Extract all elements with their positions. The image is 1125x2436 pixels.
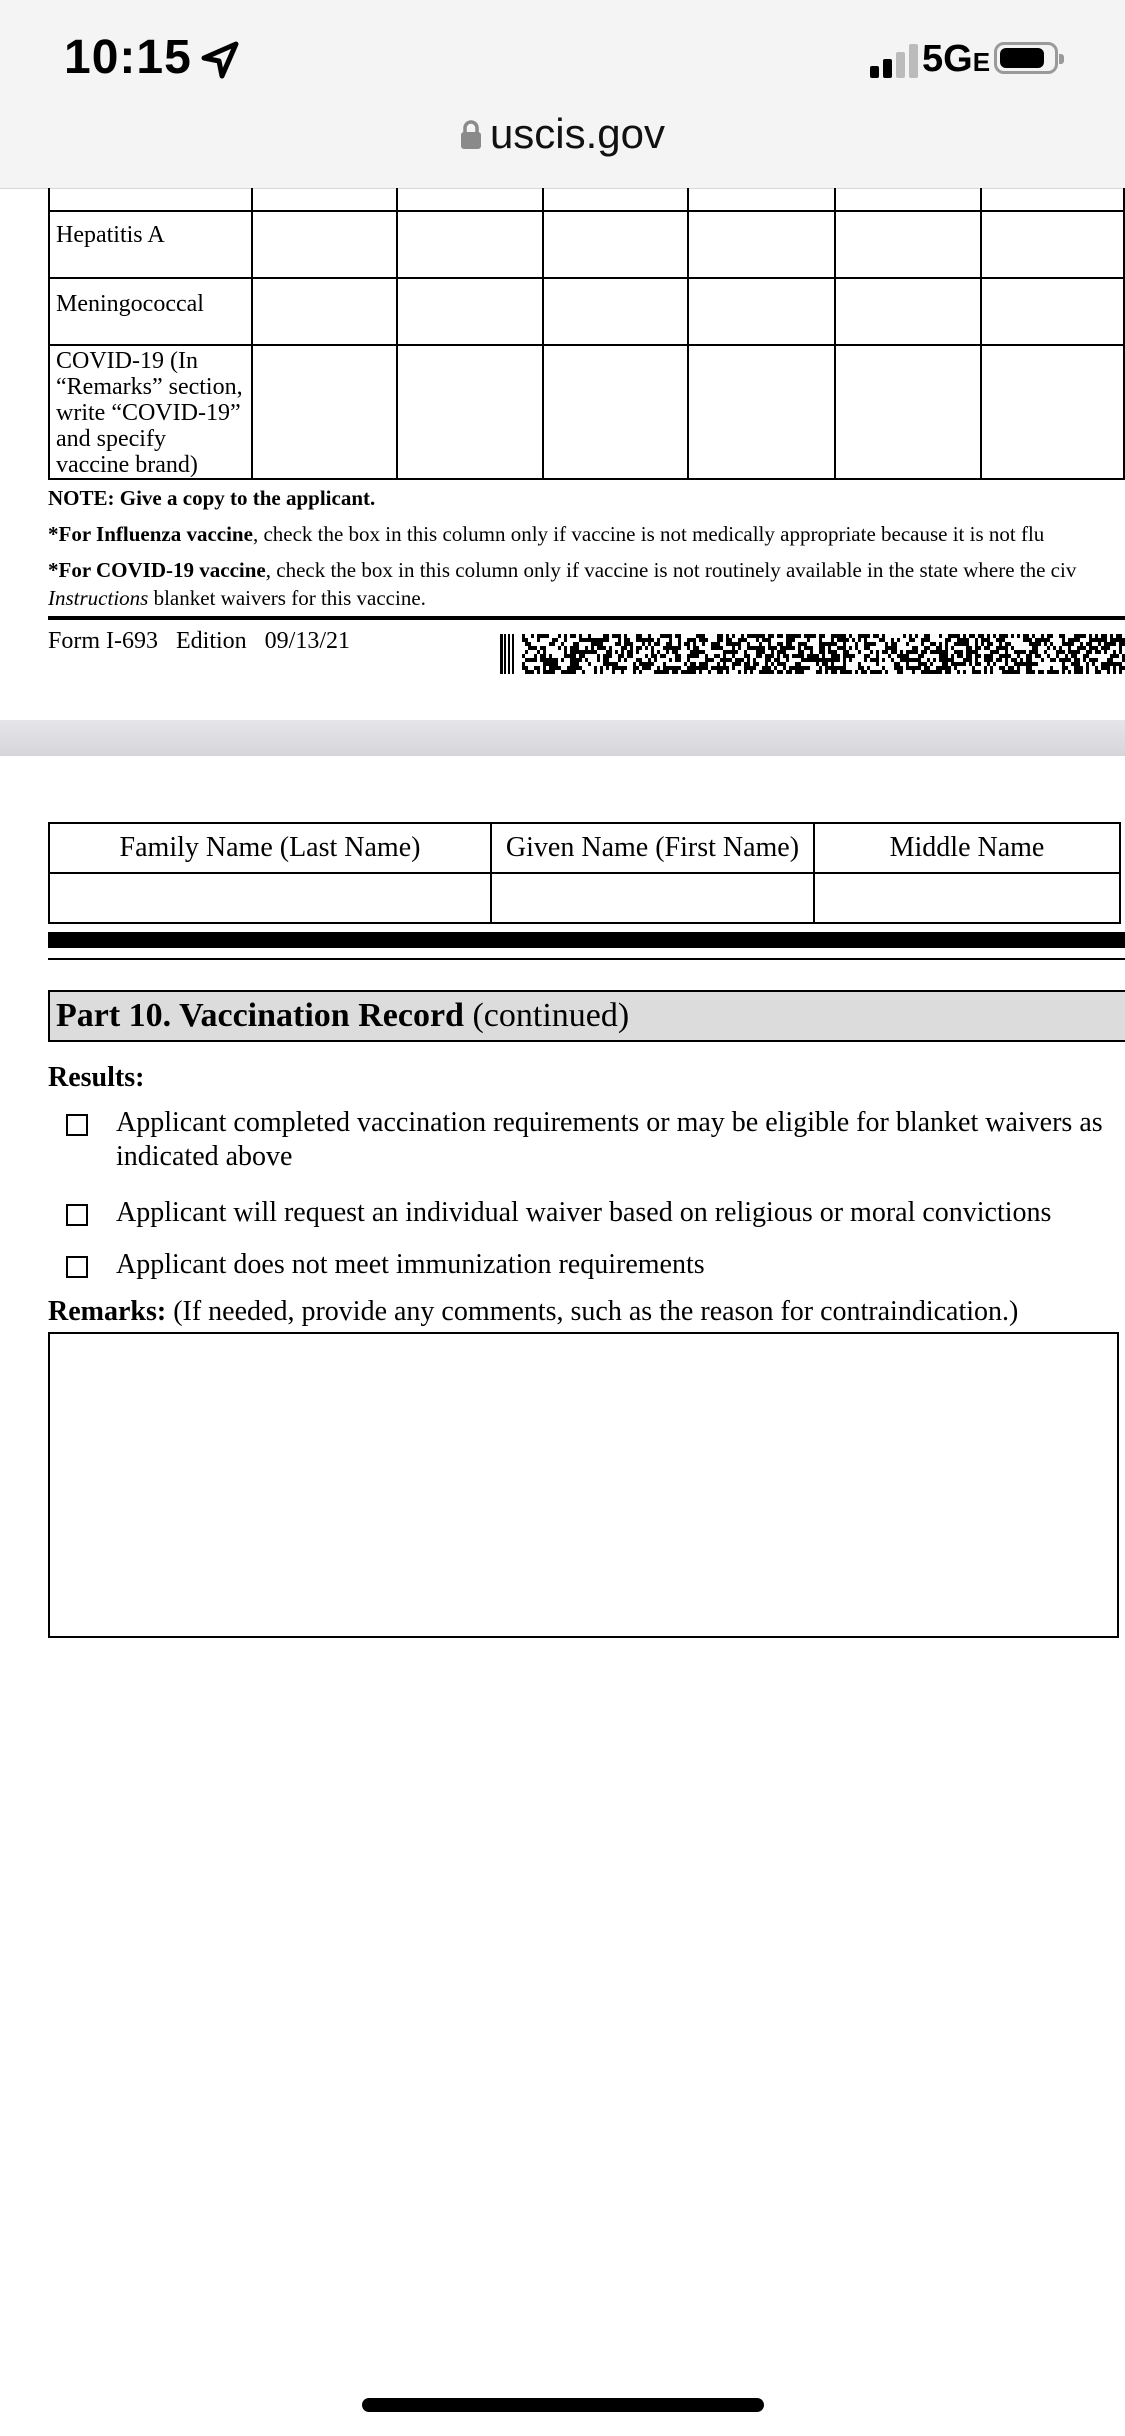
- option-label: Applicant will request an individual waiver based on religious or moral convictions: [116, 1197, 1052, 1228]
- option-label: Applicant does not meet immunization requirements: [116, 1249, 705, 1280]
- divider: [48, 958, 1125, 960]
- vaccine-name: Meningococcal: [49, 278, 252, 345]
- divider: [48, 616, 1125, 620]
- table-cell[interactable]: [543, 278, 688, 345]
- home-indicator[interactable]: [362, 2398, 764, 2412]
- covid-note: *For COVID-19 vaccine, check the box in this column only if vaccine is not routinely available in the state where the civ: [48, 558, 1077, 582]
- given-name-header: Given Name (First Name): [491, 823, 814, 873]
- middle-name-field[interactable]: [814, 873, 1120, 923]
- vaccine-table: [48, 188, 1125, 480]
- remarks-label: Remarks: (If needed, provide any comments, such as the reason for contraindication.): [48, 1296, 1019, 1327]
- table-cell[interactable]: [835, 278, 981, 345]
- table-cell[interactable]: [397, 211, 543, 278]
- url-text: uscis.gov: [489, 110, 666, 157]
- option-label: Applicant completed vaccination requirements or may be eligible for blanket waivers as indicated above: [116, 1107, 1103, 1172]
- results-label: Results:: [48, 1062, 145, 1093]
- table-row: [49, 188, 1124, 211]
- note-text: NOTE: Give a copy to the applicant.: [48, 486, 376, 510]
- table-cell[interactable]: [543, 345, 688, 479]
- address-bar[interactable]: [0, 110, 1125, 158]
- middle-name-header: Middle Name: [814, 823, 1120, 873]
- barcode-image: [500, 634, 1125, 674]
- table-cell[interactable]: [252, 211, 397, 278]
- table-row: [49, 211, 1124, 278]
- cellular-signal-icon: [870, 44, 920, 78]
- form-page-current: [0, 756, 1125, 2436]
- table-cell[interactable]: [688, 211, 834, 278]
- form-footer: Form I-693 Edition 09/13/21: [48, 628, 351, 654]
- page-separator: [0, 720, 1125, 756]
- table-cell[interactable]: [397, 345, 543, 479]
- location-arrow-icon: [200, 40, 240, 80]
- table-row: [49, 873, 1120, 923]
- table-cell[interactable]: [543, 211, 688, 278]
- checkbox[interactable]: [66, 1256, 88, 1278]
- table-cell[interactable]: [835, 211, 981, 278]
- influenza-note: *For Influenza vaccine, check the box in this column only if vaccine is not medically appropriate because it is not flu: [48, 522, 1045, 546]
- battery-icon: [994, 42, 1058, 74]
- applicant-name-table: [48, 822, 1121, 924]
- table-cell[interactable]: [252, 278, 397, 345]
- given-name-field[interactable]: [491, 873, 814, 923]
- network-indicator: 5GE: [922, 38, 991, 80]
- browser-chrome: [0, 0, 1125, 189]
- remarks-textbox[interactable]: [48, 1332, 1119, 1638]
- status-time: 10:15: [64, 31, 192, 84]
- table-cell[interactable]: [688, 345, 834, 479]
- table-cell[interactable]: [688, 278, 834, 345]
- table-cell[interactable]: [981, 278, 1124, 345]
- table-row: [49, 278, 1124, 345]
- instructions-note: Instructions blanket waivers for this vaccine.: [48, 586, 426, 610]
- table-cell[interactable]: [252, 345, 397, 479]
- table-row: [49, 345, 1124, 479]
- vaccine-name: Hepatitis A: [49, 211, 252, 278]
- table-cell[interactable]: [835, 345, 981, 479]
- checkbox[interactable]: [66, 1204, 88, 1226]
- checkbox[interactable]: [66, 1114, 88, 1136]
- vaccine-name: COVID-19 (In “Remarks” section, write “COVID-19” and specify vaccine brand): [49, 345, 252, 479]
- form-page-previous: [0, 188, 1125, 720]
- section-heading: Part 10. Vaccination Record (continued): [48, 990, 1125, 1042]
- table-cell[interactable]: [981, 345, 1124, 479]
- divider: [48, 932, 1125, 948]
- table-row: [49, 823, 1120, 873]
- table-cell[interactable]: [397, 278, 543, 345]
- lock-icon: [460, 120, 482, 150]
- family-name-field[interactable]: [49, 873, 491, 923]
- family-name-header: Family Name (Last Name): [49, 823, 491, 873]
- table-cell[interactable]: [981, 211, 1124, 278]
